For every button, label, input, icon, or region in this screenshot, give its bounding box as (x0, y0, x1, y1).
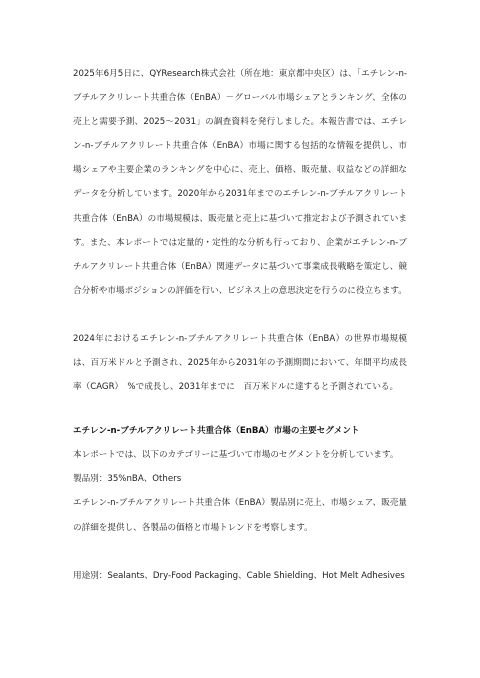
product-detail-paragraph: エチレン-n-ブチルアクリレート共重合体（EnBA）製品別に売上、市場シェア、販売量の詳細を提供し、各製品の価格と市場トレンドを考察します。 (73, 498, 407, 533)
segment-intro-paragraph: 本レポートでは、以下のカテゴリーに基づいて市場のセグメントを分析しています。 (73, 450, 399, 461)
application-segment-line: 用途別：Sealants、Dry-Food Packaging、Cable Shielding、Hot Melt Adhesives (73, 570, 405, 581)
section-heading: エチレン-n-ブチルアクリレート共重合体（EnBA）市場の主要セグメント (73, 426, 360, 437)
intro-paragraph: 2025年6月5日に、QYResearch株式会社（所在地：東京都中央区）は、「エチレン-n-ブチルアクリレート共重合体（EnBA）－グローバル市場シェアとランキング、全体の売上と需要予測、2025～2031」の調査資料を発行しました。本報告書では、エチレン-n-ブチルアクリレート共重合体（EnBA）市場に関する包括的な情報を提供し、市場シェアや主要企業のランキングを中心に、売上、価格、販売量、収益などの詳細なデータを分析しています。2020年から2031年までのエチレン-n-ブチルアクリレート共重合体（EnBA）の市場規模は、販売量と売上に基づいて推定および予測されています。また、本レポートでは定量的・定性的な分析も行っており、企業がエチレン-n-ブチルアクリレート共重合体（EnBA）関連データに基づいて事業成長戦略を策定し、競合分析や市場ポジションの評価を行い、ビジネス上の意思決定を行うのに役立ちます。 (73, 69, 407, 296)
product-segment-line: 製品別：35%nBA、Others (73, 474, 182, 485)
market-size-paragraph: 2024年におけるエチレン-n-ブチルアクリレート共重合体（EnBA）の世界市場規模は、百万米ドルと予測され、2025年から2031年の予測期間において、年間平均成長率（CAGR） %で成長し、2031年までに 百万米ドルに達すると予測されている。 (73, 333, 407, 393)
